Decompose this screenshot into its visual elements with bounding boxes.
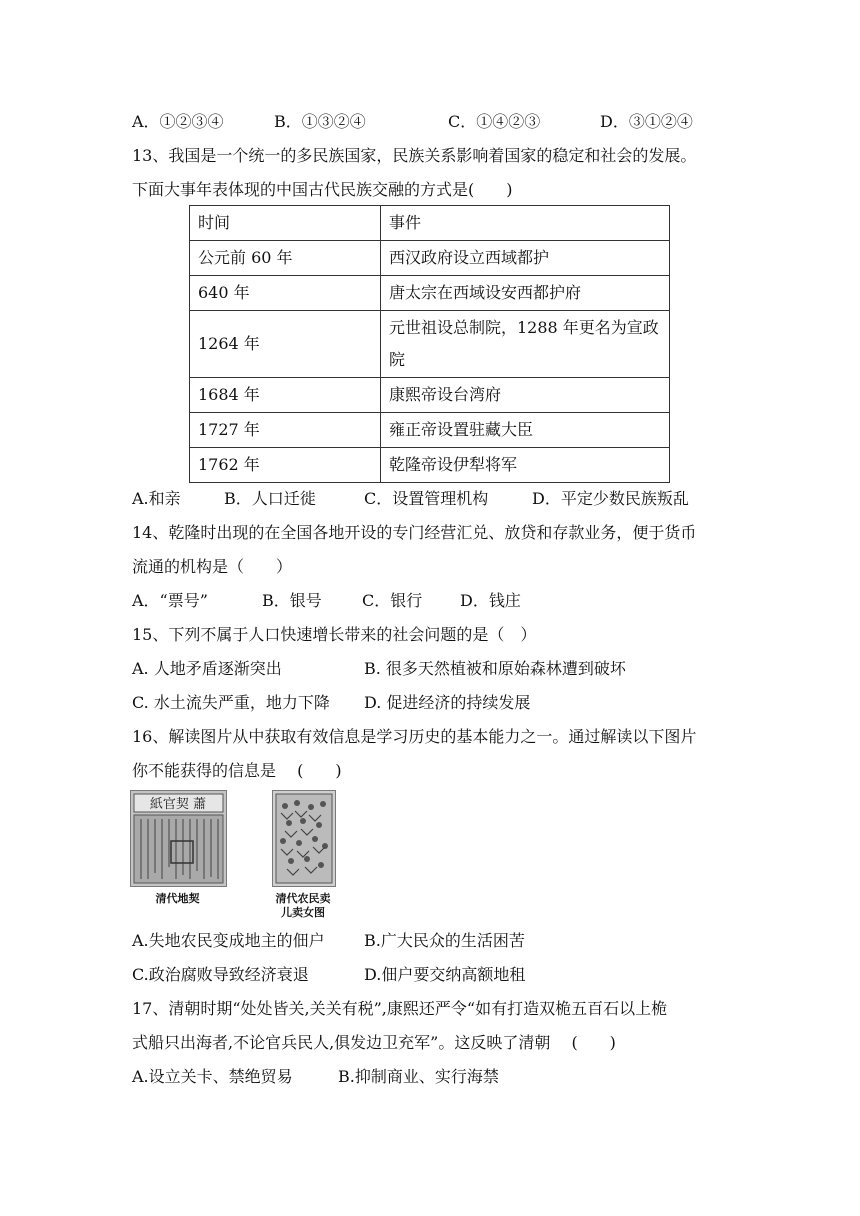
q16-options-row2 [132, 964, 732, 986]
q12-option-d: D．③①②④ [600, 112, 693, 131]
q15-options-row2 [132, 692, 732, 714]
table-header-row [190, 206, 670, 241]
cell-time: 1727 年 [190, 413, 381, 448]
q16-stem-line1: 16、解读图片从中获取有效信息是学习历史的基本能力之一。通过解读以下图片 [132, 727, 697, 746]
header-time: 时间 [190, 206, 381, 241]
cell-time: 公元前 60 年 [190, 241, 381, 276]
events-table [189, 205, 670, 483]
q16-option-a: A.失地农民变成地主的佃户 [132, 931, 325, 950]
table-row [190, 311, 670, 378]
q14-stem-line1: 14、乾隆时出现的在全国各地开设的专门经营汇兑、放贷和存款业务，便于货币 [132, 523, 697, 542]
q14-option-d: D．钱庄 [460, 591, 521, 610]
cell-event: 西汉政府设立西域都护 [381, 241, 670, 276]
deed-header-text: 紙官契 蕭 [149, 797, 207, 812]
cell-event: 康熙帝设台湾府 [381, 378, 670, 413]
q14-stem-line2: 流通的机构是（ ） [132, 557, 293, 576]
cell-event: 乾隆帝设伊犁将军 [381, 448, 670, 483]
q13-option-a: A.和亲 [132, 489, 181, 508]
q15-stem: 15、下列不属于人口快速增长带来的社会问题的是（ ） [132, 625, 537, 644]
q13-stem-line1: 13、我国是一个统一的多民族国家，民族关系影响着国家的稳定和社会的发展。 [132, 146, 697, 165]
q15-option-c: C. 水土流失严重，地力下降 [132, 693, 330, 712]
selling-children-image [272, 790, 336, 887]
selling-children-caption-line1: 清代农民卖 [275, 892, 331, 905]
q14-option-b: B．银号 [262, 591, 322, 610]
q14-options [132, 590, 632, 612]
q13-option-b: B．人口迁徙 [224, 489, 316, 508]
q12-option-c: C．①④②③ [448, 112, 541, 131]
selling-children-caption [258, 892, 348, 920]
table-row [190, 378, 670, 413]
q17-options [132, 1066, 732, 1088]
q15-option-a: A. 人地矛盾逐渐突出 [132, 659, 282, 678]
q15-options-row1 [132, 658, 732, 680]
q12-option-a: A．①②③④ [132, 112, 224, 131]
table-row [190, 241, 670, 276]
q12-option-b: B．①③②④ [274, 112, 366, 131]
q13-options [132, 488, 732, 510]
cell-event: 唐太宗在西域设安西都护府 [381, 276, 670, 311]
cell-event: 雍正帝设置驻藏大臣 [381, 413, 670, 448]
selling-children-caption-line2: 儿卖女图 [281, 906, 325, 919]
table-row [190, 448, 670, 483]
cell-time: 1264 年 [190, 311, 381, 378]
cell-time: 1684 年 [190, 378, 381, 413]
q17-stem-line2: 式船只出海者,不论官兵民人,俱发边卫充军”。这反映了清朝 ( ) [132, 1033, 616, 1052]
q14-option-a: A．“票号” [132, 591, 208, 610]
q13-option-d: D．平定少数民族叛乱 [532, 489, 689, 508]
q16-stem-line2: 你不能获得的信息是 ( ) [132, 761, 342, 780]
cell-time: 1762 年 [190, 448, 381, 483]
q16-option-c: C.政治腐败导致经济衰退 [132, 965, 309, 984]
land-deed-caption: 清代地契 [155, 892, 200, 905]
table-row [190, 413, 670, 448]
q13-stem-line2: 下面大事年表体现的中国古代民族交融的方式是( ) [132, 180, 513, 199]
q16-option-d: D.佃户要交纳高额地租 [364, 965, 526, 984]
land-deed-illustration [131, 791, 226, 886]
selling-children-illustration [273, 791, 335, 886]
cell-time: 640 年 [190, 276, 381, 311]
q17-option-b: B.抑制商业、实行海禁 [338, 1067, 499, 1086]
q16-options-row1 [132, 930, 732, 952]
q13-option-c: C．设置管理机构 [364, 489, 489, 508]
q14-option-c: C．银行 [362, 591, 423, 610]
q17-stem-line1: 17、清朝时期“处处皆关,关关有税”,康熙还严令“如有打造双桅五百石以上桅 [132, 999, 668, 1018]
table-row [190, 276, 670, 311]
q17-option-a: A.设立关卡、禁绝贸易 [132, 1067, 293, 1086]
q15-option-d: D. 促进经济的持续发展 [364, 693, 531, 712]
q16-option-b: B.广大民众的生活困苦 [364, 931, 525, 950]
q12-options [132, 111, 732, 133]
cell-event: 元世祖设总制院，1288 年更名为宣政院 [381, 311, 670, 378]
q15-option-b: B. 很多天然植被和原始森林遭到破坏 [364, 659, 626, 678]
header-event: 事件 [381, 206, 670, 241]
land-deed-image [130, 790, 227, 887]
